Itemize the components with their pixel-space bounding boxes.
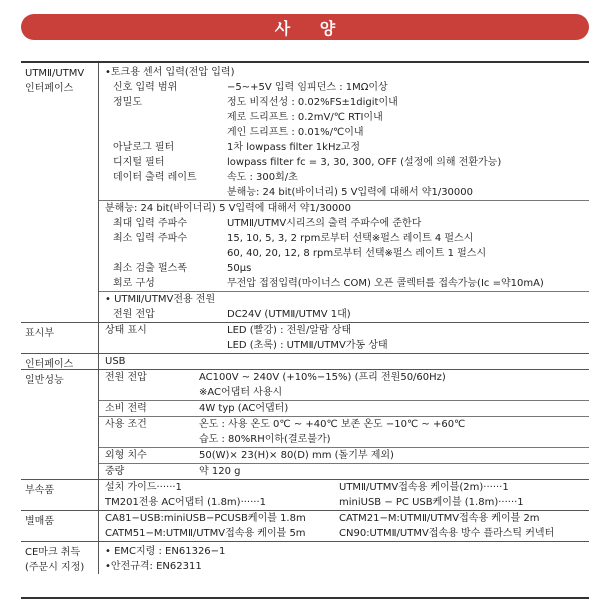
sub-utm-power bbox=[99, 291, 589, 322]
section-label-options: 별매품 bbox=[21, 511, 99, 541]
weight-label: 중량 bbox=[105, 466, 125, 477]
dimensions-value: 50(W)× 23(H)× 80(D) mm (돌기부 제외) bbox=[199, 450, 394, 461]
ce-emc: • EMC지령 : EN61326−1 bbox=[105, 546, 226, 557]
sub-usage bbox=[99, 416, 589, 447]
page-title: 사 양 bbox=[274, 18, 348, 38]
sub-torque-sensor bbox=[99, 63, 589, 200]
min-pulse-label: 최소 검출 펄스폭 bbox=[113, 263, 187, 274]
ce-label-line2: (주문시 지정) bbox=[25, 562, 85, 573]
section-label-display: 표시부 bbox=[21, 323, 99, 353]
digital-filter-value: lowpass filter fc = 3, 30, 300, OFF (설정에 의해 전환가능) bbox=[227, 157, 502, 168]
section-label-ce bbox=[21, 542, 99, 574]
sub-dimensions bbox=[99, 447, 589, 463]
accuracy-label: 정밀도 bbox=[113, 97, 142, 108]
utm-label-line1: UTMⅡ/UTMV bbox=[25, 68, 85, 79]
dimensions-label: 외형 치수 bbox=[105, 450, 147, 461]
signal-range-value: −5~+5V 입력 임피던스 : 1MΩ이상 bbox=[227, 82, 388, 93]
option-item-4: CN90:UTMⅡ/UTMV접속용 방수 플라스틱 커넥터 bbox=[339, 528, 555, 539]
accessory-item-4: miniUSB − PC USB케이블 (1.8m)······1 bbox=[339, 497, 524, 508]
section-label-interface: 인터페이스 bbox=[21, 354, 99, 369]
accuracy-linearity: 정도 비직선성 : 0.02%FS±1digit이내 bbox=[227, 97, 398, 108]
usage-humidity: 습도 : 80%RH이하(결로불가) bbox=[199, 434, 331, 445]
section-interface bbox=[21, 353, 589, 369]
weight-value: 약 120 g bbox=[199, 466, 241, 477]
zero-drift: 제로 드리프트 : 0.2mV/℃ RTI이내 bbox=[227, 112, 383, 123]
analog-filter-value: 1차 lowpass filter 1kHz고정 bbox=[227, 142, 361, 153]
section-label-accessories: 부속품 bbox=[21, 480, 99, 510]
sub-consumption bbox=[99, 400, 589, 416]
title-banner bbox=[21, 14, 589, 40]
sub-weight bbox=[99, 463, 589, 479]
ce-safety: •안전규격: EN62311 bbox=[105, 561, 202, 572]
circuit-label: 회로 구성 bbox=[113, 278, 155, 289]
section-label-utm bbox=[21, 63, 99, 322]
max-input-freq-value: UTMⅡ/UTMV시리즈의 출력 주파수에 준한다 bbox=[227, 218, 422, 229]
power-header: • UTMⅡ/UTMV전용 전원 bbox=[105, 294, 216, 305]
usage-label: 사용 조건 bbox=[105, 419, 147, 430]
data-rate-speed: 속도 : 300회/초 bbox=[227, 172, 298, 183]
sub-power bbox=[99, 370, 589, 400]
accessory-item-2: UTMⅡ/UTMV접속용 케이블(2m)······1 bbox=[339, 482, 509, 493]
general-power-value: AC100V ~ 240V (+10%−15%) (프리 전원50/60Hz) bbox=[199, 372, 446, 383]
min-pulse-value: 50μs bbox=[227, 263, 252, 274]
section-ce bbox=[21, 541, 589, 574]
general-power-note: ※AC어댑터 사용시 bbox=[199, 387, 283, 398]
analog-filter-label: 아날로그 필터 bbox=[113, 142, 175, 153]
ce-label-line1: CE마크 취득 bbox=[25, 547, 81, 558]
power-voltage-value: DC24V (UTMⅡ/UTMV 1대) bbox=[227, 309, 351, 320]
led-red-status: LED (빨강) : 전원/알람 상태 bbox=[227, 325, 352, 336]
led-green-status: LED (초록) : UTMⅡ/UTMV가동 상태 bbox=[227, 340, 388, 351]
data-rate-label: 데이터 출력 레이트 bbox=[113, 172, 197, 183]
section-general bbox=[21, 369, 589, 479]
digital-filter-label: 디지털 필터 bbox=[113, 157, 165, 168]
consumption-value: 4W typ (AC어댑터) bbox=[199, 403, 289, 414]
section-display bbox=[21, 322, 589, 353]
option-item-2: CATM21−M:UTMⅡ/UTMV접속용 케이블 2m bbox=[339, 513, 540, 524]
min-input-freq-value1: 15, 10, 5, 3, 2 rpm로부터 선택※펄스 레이트 4 펄스시 bbox=[227, 233, 474, 244]
usage-temp: 온도 : 사용 온도 0℃ ~ +40℃ 보존 온도 −10℃ ~ +60℃ bbox=[199, 419, 466, 430]
section-label-general: 일반성능 bbox=[21, 370, 99, 479]
signal-range-label: 신호 입력 범위 bbox=[113, 82, 178, 93]
consumption-label: 소비 전력 bbox=[105, 403, 147, 414]
min-input-freq-label: 최소 입력 주파수 bbox=[113, 233, 187, 244]
power-voltage-label: 전원 전압 bbox=[113, 309, 155, 320]
gain-drift: 게인 드리프트 : 0.01%/℃이내 bbox=[227, 127, 364, 138]
accessory-item-1: 설치 가이드······1 bbox=[105, 482, 182, 493]
data-rate-resolution: 분해능: 24 bit(바이너리) 5 V입력에 대해서 약1/30000 bbox=[227, 187, 474, 198]
interface-value: USB bbox=[105, 356, 126, 367]
accessory-item-3: TM201전용 AC어댑터 (1.8m)······1 bbox=[105, 497, 267, 508]
status-display-label: 상태 표시 bbox=[105, 325, 147, 336]
section-accessories bbox=[21, 479, 589, 510]
utm-label-line2: 인터페이스 bbox=[25, 83, 74, 94]
option-item-1: CA81−USB:miniUSB−PCUSB케이블 1.8m bbox=[105, 513, 306, 524]
section-options bbox=[21, 510, 589, 541]
torque-header: •토크용 센서 입력(전압 입력) bbox=[105, 67, 235, 78]
spec-table bbox=[21, 63, 589, 574]
option-item-3: CATM51−M:UTMⅡ/UTMV접속용 케이블 5m bbox=[105, 528, 306, 539]
section-utm-interface bbox=[21, 63, 589, 322]
circuit-value: 무전압 접점입력(마이너스 COM) 오픈 콜렉터를 접속가능(Ic =약10mA) bbox=[227, 278, 544, 289]
min-input-freq-value2: 60, 40, 20, 12, 8 rpm로부터 선택※펄스 레이트 1 펄스시 bbox=[227, 248, 487, 259]
sub-rotation-input bbox=[99, 200, 589, 291]
max-input-freq-label: 최대 입력 주파수 bbox=[113, 218, 187, 229]
resolution-line: 분해능: 24 bit(바이너리) 5 V입력에 대해서 약1/30000 bbox=[105, 203, 352, 214]
table-bottom-rule bbox=[21, 597, 589, 599]
general-power-label: 전원 전압 bbox=[105, 372, 147, 383]
